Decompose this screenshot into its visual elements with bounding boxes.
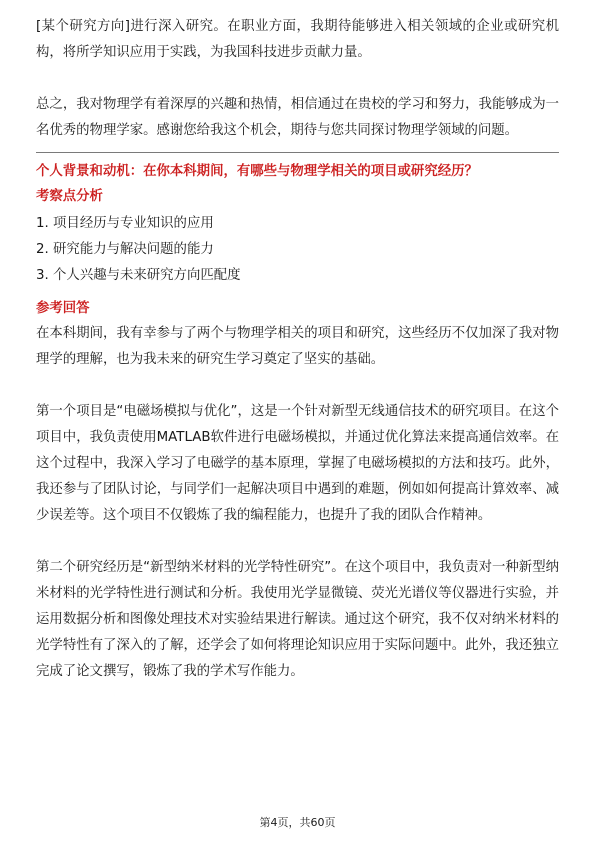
analysis-list <box>36 211 559 289</box>
section-divider <box>36 152 559 153</box>
answer-paragraph: 第二个研究经历是“新型纳米材料的光学特性研究”。在这个项目中，我负责对一种新型纳米材料的光学特性进行测试和分析。我使用光学显微镜、荧光光谱仪等仪器进行实验，并运用数据分析和图像处理技术对实验结果进行解读。通过这个研究，我不仅对纳米材料的光学特性有了深入的了解，还学会了如何将理论知识应用于实际问题中。此外，我还独立完成了论文撰写，锻炼了我的学术写作能力。 <box>36 560 559 679</box>
intro-paragraph: [某个研究方向]进行深入研究。在职业方面，我期待能够进入相关领域的企业或研究机构，将所学知识应用于实践，为我国科技进步贡献力量。 <box>36 19 559 60</box>
analysis-item: 2. 研究能力与解决问题的能力 <box>36 242 214 257</box>
paragraph-gap <box>36 373 559 399</box>
page-number: 第4页，共60页 <box>259 816 336 829</box>
analysis-heading: 考察点分析 <box>36 189 103 204</box>
conclusion-paragraph: 总之，我对物理学有着深厚的兴趣和热情，相信通过在贵校的学习和努力，我能够成为一名优秀的物理学家。感谢您给我这个机会，期待与您共同探讨物理学领域的问题。 <box>36 97 559 138</box>
answer-paragraph: 在本科期间，我有幸参与了两个与物理学相关的项目和研究，这些经历不仅加深了我对物理学的理解，也为我未来的研究生学习奠定了坚实的基础。 <box>36 326 559 367</box>
paragraph-gap <box>36 66 559 92</box>
analysis-item: 1. 项目经历与专业知识的应用 <box>36 216 214 231</box>
page-content <box>36 14 559 685</box>
answer-paragraph: 第一个项目是“电磁场模拟与优化”，这是一个针对新型无线通信技术的研究项目。在这个项目中，我负责使用MATLAB软件进行电磁场模拟，并通过优化算法来提高通信效率。在这个过程中，我深入学习了电磁学的基本原理，掌握了电磁场模拟的方法和技巧。此外，我还参与了团队讨论，与同学们一起解决项目中遇到的难题，例如如何提高计算效率、减少误差等。这个项目不仅锻炼了我的编程能力，也提升了我的团队合作精神。 <box>36 404 559 523</box>
answer-heading: 参考回答 <box>36 301 90 316</box>
analysis-item: 3. 个人兴趣与未来研究方向匹配度 <box>36 268 241 283</box>
paragraph-gap <box>36 529 559 555</box>
question-heading: 个人背景和动机：在你本科期间，有哪些与物理学相关的项目或研究经历？ <box>36 164 478 179</box>
